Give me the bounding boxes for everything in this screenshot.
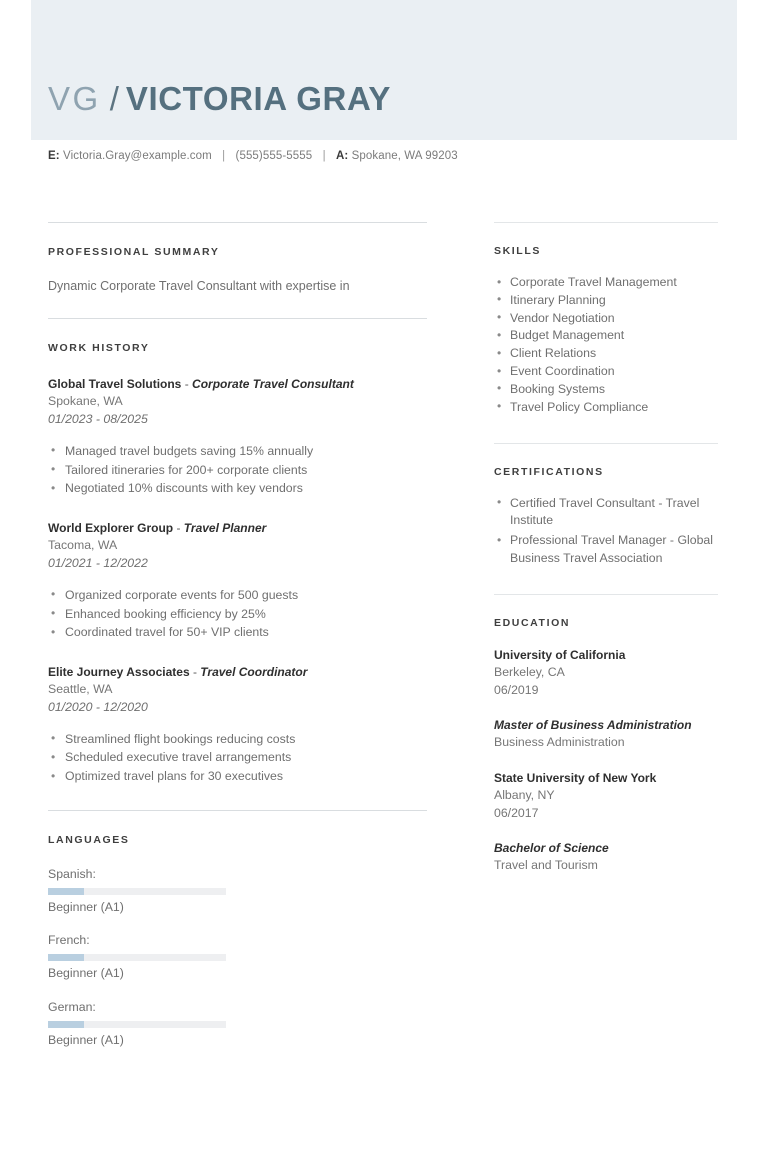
language-name: French: [48, 933, 90, 948]
initials-monogram: VG [48, 80, 101, 117]
job-bullet: • Organized corporate events for 500 guests [48, 586, 427, 605]
job-location: Seattle, WA [48, 682, 113, 697]
job-bullet-list [48, 730, 427, 786]
name-heading [48, 82, 391, 115]
section-skills [494, 222, 718, 417]
section-divider [48, 318, 427, 319]
certification-item: • Professional Travel Manager - Global Business Travel Association [494, 532, 718, 568]
job-heading [48, 520, 427, 536]
email-value[interactable]: Victoria.Gray@example.com [63, 150, 212, 162]
education-title: EDUCATION [494, 616, 571, 629]
job-bullet: • Enhanced booking efficiency by 25% [48, 605, 427, 624]
language-proficiency-fill [48, 954, 84, 961]
professional-summary-title: PROFESSIONAL SUMMARY [48, 246, 220, 258]
languages-title: LANGUAGES [48, 833, 130, 846]
education-degree: Master of Business Administration [494, 718, 692, 733]
skill-item: • Corporate Travel Management [494, 274, 718, 292]
job-heading [48, 664, 427, 680]
job-bullet: • Tailored itineraries for 200+ corporate clients [48, 461, 427, 480]
section-divider [494, 594, 718, 595]
skill-item: • Budget Management [494, 327, 718, 345]
job-entry [48, 376, 427, 498]
job-dates: 01/2021 - 12/2022 [48, 556, 148, 571]
job-bullet: • Negotiated 10% discounts with key vendors [48, 479, 427, 498]
language-proficiency-fill [48, 888, 84, 895]
job-company: Global Travel Solutions [48, 377, 182, 392]
language-name: Spanish: [48, 866, 96, 881]
job-location: Spokane, WA [48, 394, 123, 409]
language-proficiency-bar [48, 954, 226, 961]
job-role: Travel Planner [183, 521, 267, 536]
language-item [48, 932, 238, 982]
job-dash: - [173, 521, 184, 536]
address-value: Spokane, WA 99203 [351, 150, 458, 162]
skill-item: • Itinerary Planning [494, 292, 718, 310]
job-entry [48, 520, 427, 642]
skill-item: • Client Relations [494, 345, 718, 363]
education-date: 06/2019 [494, 682, 539, 697]
address-label: A: [335, 150, 349, 162]
education-entry [494, 717, 718, 752]
language-name: German: [48, 999, 96, 1014]
education-entry [494, 647, 718, 699]
job-dates: 01/2023 - 08/2025 [48, 412, 148, 427]
header-band [31, 0, 737, 140]
education-degree: Bachelor of Science [494, 841, 609, 856]
professional-summary-text: Dynamic Corporate Travel Consultant with expertise in [48, 279, 350, 293]
job-bullet: • Coordinated travel for 50+ VIP clients [48, 623, 427, 642]
education-date: 06/2017 [494, 805, 539, 820]
skills-title: SKILLS [494, 245, 541, 257]
language-level: Beginner (A1) [48, 966, 124, 981]
education-field: Business Administration [494, 735, 625, 750]
job-dash: - [189, 664, 201, 679]
section-divider [494, 222, 718, 223]
language-level: Beginner (A1) [48, 900, 124, 915]
section-education [494, 594, 718, 875]
section-divider [48, 810, 427, 811]
work-history-title: WORK HISTORY [48, 342, 150, 355]
name-separator: / [109, 80, 119, 117]
certifications-list [494, 495, 718, 568]
right-column [494, 222, 718, 875]
education-school: University of California [494, 647, 626, 662]
education-location: Albany, NY [494, 787, 555, 802]
skill-item: • Travel Policy Compliance [494, 399, 718, 417]
section-divider [494, 443, 718, 444]
job-entry [48, 664, 427, 786]
section-professional-summary [48, 222, 427, 295]
job-role: Corporate Travel Consultant [192, 377, 354, 392]
phone-value[interactable]: (555)555-5555 [235, 150, 313, 162]
job-bullet: • Optimized travel plans for 30 executives [48, 767, 427, 786]
language-proficiency-bar [48, 888, 226, 895]
job-heading [48, 376, 427, 392]
job-bullet: • Scheduled executive travel arrangements [48, 748, 427, 767]
education-school: State University of New York [494, 771, 657, 786]
job-company: World Explorer Group [48, 521, 174, 536]
education-entry [494, 840, 718, 875]
left-column [48, 222, 427, 1065]
education-entry [494, 770, 718, 822]
language-item [48, 866, 238, 916]
section-divider [48, 222, 427, 223]
language-level: Beginner (A1) [48, 1032, 124, 1047]
contact-divider-2: | [322, 150, 326, 162]
section-work-history [48, 318, 427, 786]
job-location: Tacoma, WA [48, 538, 118, 553]
contact-line [48, 150, 458, 162]
skill-item: • Event Coordination [494, 363, 718, 381]
job-bullet-list [48, 586, 427, 642]
job-bullet-list [48, 442, 427, 498]
job-company: Elite Journey Associates [48, 664, 190, 679]
skill-item: • Booking Systems [494, 381, 718, 399]
email-label: E: [48, 150, 60, 162]
full-name: VICTORIA GRAY [125, 80, 391, 117]
certification-item: • Certified Travel Consultant - Travel Institute [494, 495, 718, 531]
section-languages [48, 810, 427, 1065]
skills-list [494, 274, 718, 417]
job-role: Travel Coordinator [200, 664, 308, 679]
education-location: Berkeley, CA [494, 664, 565, 679]
section-certifications [494, 443, 718, 568]
job-bullet: • Managed travel budgets saving 15% annually [48, 442, 427, 461]
education-field: Travel and Tourism [494, 858, 598, 873]
language-proficiency-bar [48, 1021, 226, 1028]
contact-divider-1: | [222, 150, 226, 162]
language-item [48, 999, 238, 1049]
languages-grid [48, 866, 427, 1065]
language-proficiency-fill [48, 1021, 84, 1028]
job-dates: 01/2020 - 12/2020 [48, 699, 148, 714]
certifications-title: CERTIFICATIONS [494, 465, 604, 478]
job-dash: - [181, 377, 193, 392]
job-bullet: • Streamlined flight bookings reducing costs [48, 730, 427, 749]
skill-item: • Vendor Negotiation [494, 310, 718, 328]
